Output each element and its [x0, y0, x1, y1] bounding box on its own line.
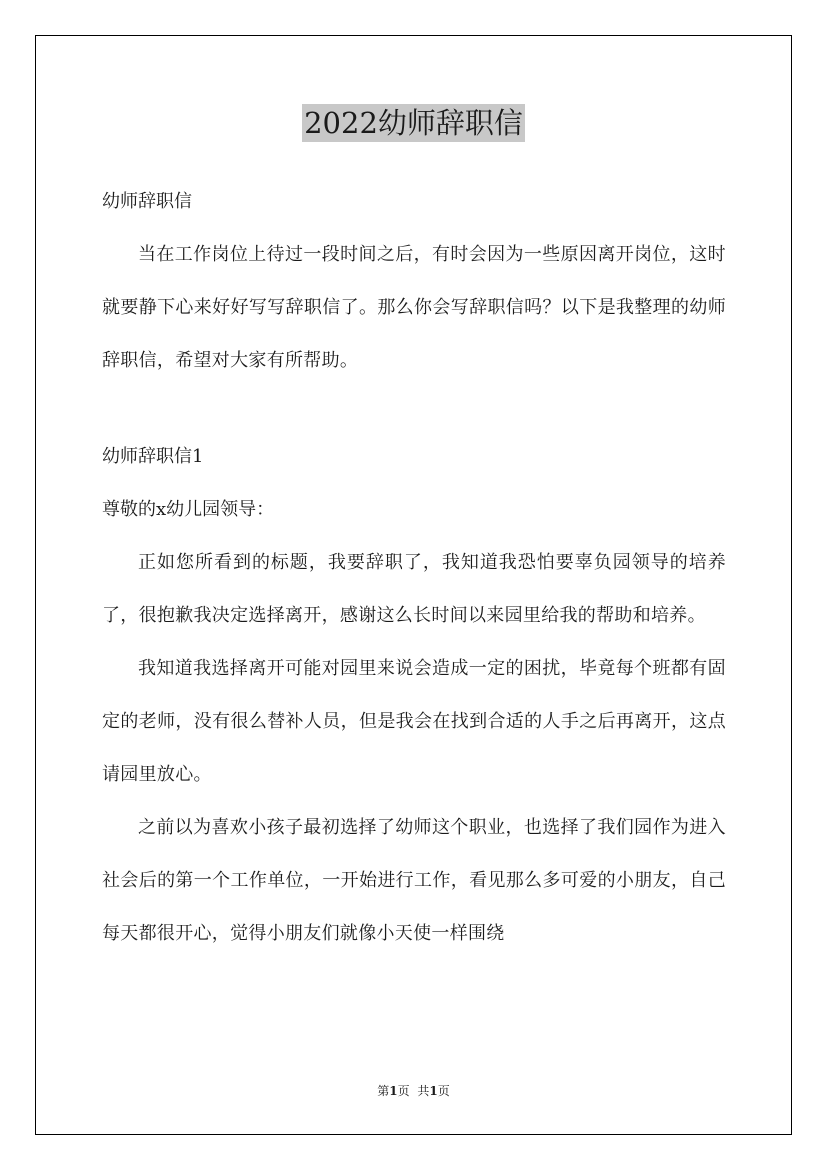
total-suffix: 页 [437, 1084, 450, 1098]
body-paragraph: 之前以为喜欢小孩子最初选择了幼师这个职业，也选择了我们园作为进入社会后的第一个工作单位，一开始进行工作，看见那么多可爱的小朋友，自己每天都很开心，觉得小朋友们就像小天使一样围绕 [102, 817, 726, 944]
salutation: 尊敬的x幼儿园领导： [102, 499, 275, 520]
page-suffix: 页 [397, 1084, 410, 1098]
total-prefix: 共 [417, 1084, 430, 1098]
page-footer [0, 1083, 827, 1099]
page-number: 1 [389, 1084, 398, 1098]
total-pages: 1 [429, 1084, 438, 1098]
body-paragraph: 正如您所看到的标题，我要辞职了，我知道我恐怕要辜负园领导的培养了，很抱歉我决定选择离开，感谢这么长时间以来园里给我的帮助和培养。 [102, 552, 726, 626]
body-paragraph: 我知道我选择离开可能对园里来说会造成一定的困扰，毕竟每个班都有固定的老师，没有很么替补人员，但是我会在找到合适的人手之后再离开，这点请园里放心。 [102, 658, 726, 785]
title-container [0, 104, 827, 142]
spacer [102, 387, 726, 430]
document-title: 2022幼师辞职信 [304, 106, 523, 140]
page-prefix: 第 [377, 1084, 390, 1098]
intro-paragraph: 当在工作岗位上待过一段时间之后，有时会因为一些原因离开岗位，这时就要静下心来好好写写辞职信了。那么你会写辞职信吗？以下是我整理的幼师辞职信，希望对大家有所帮助。 [102, 244, 726, 371]
document-body [102, 175, 726, 960]
heading-resignation-letter: 幼师辞职信 [102, 191, 192, 212]
section-title: 幼师辞职信1 [102, 446, 204, 467]
